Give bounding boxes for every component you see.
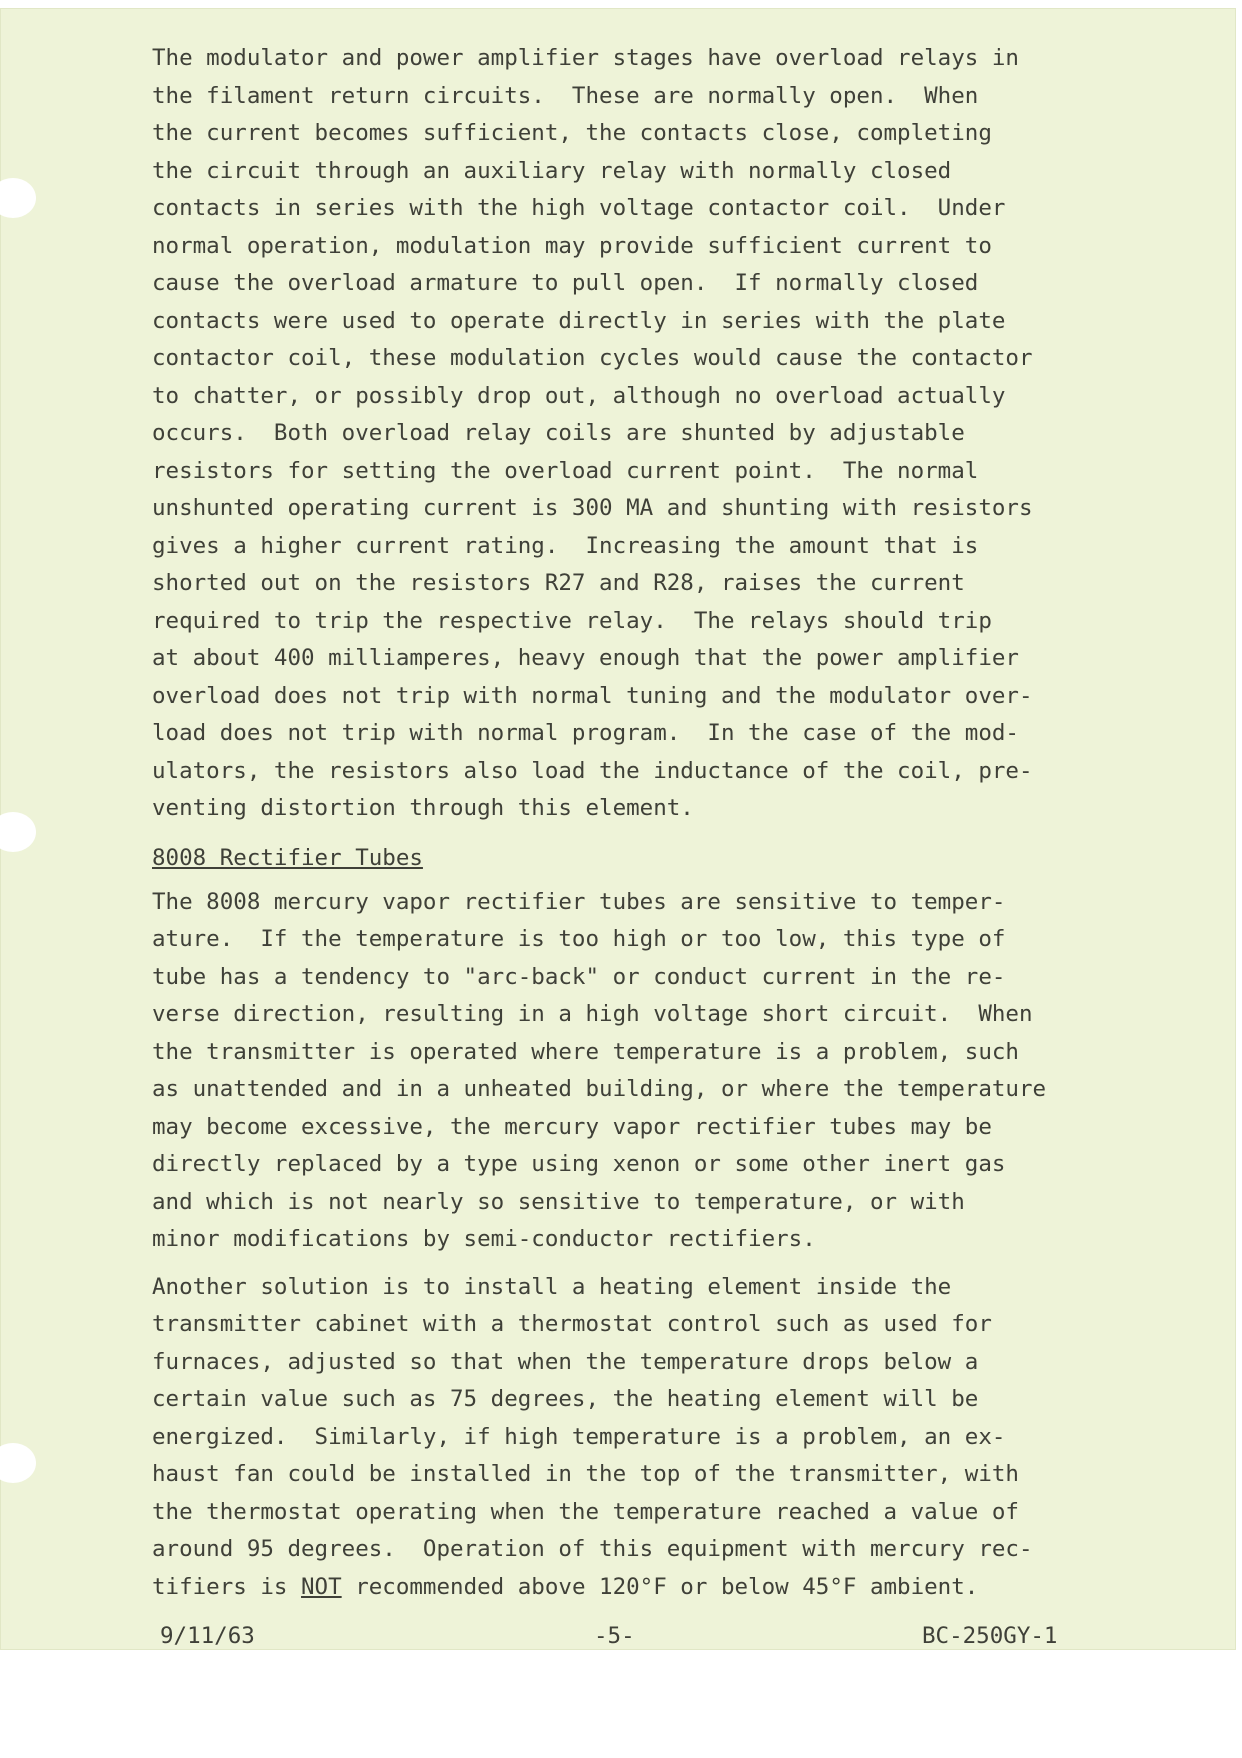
text-line: minor modifications by semi-conductor rectifiers. — [152, 1226, 816, 1252]
text-line: to chatter, or possibly drop out, although no overload actually — [152, 382, 1006, 409]
page-footer — [160, 1620, 1090, 1652]
text-line: The modulator and power amplifier stages have overload relays in — [152, 45, 1019, 71]
text-line — [152, 1569, 1172, 1607]
footer-date: 9/11/63 — [160, 1623, 255, 1649]
document-page — [0, 8, 1236, 1650]
text-line: tube has a tendency to "arc-back" or conduct current in the re- — [152, 963, 1006, 990]
paragraph-overload-relays — [152, 40, 1172, 828]
document-code: BC-250GY-1 — [922, 1623, 1058, 1649]
text-line: furnaces, adjusted so that when the temperature drops below a — [152, 1348, 979, 1375]
text-line: cause the overload armature to pull open. If normally closed — [152, 270, 979, 296]
text-line: ature. If the temperature is too high or too low, this type of — [152, 926, 1006, 952]
section-heading-text: 8008 Rectifier Tubes — [152, 844, 423, 871]
punch-hole — [0, 1443, 36, 1483]
text-line: and which is not nearly so sensitive to temperature, or with — [152, 1188, 965, 1215]
page-number: -5- — [594, 1623, 635, 1649]
text-line: unshunted operating current is 300 MA and shunting with resistors — [152, 495, 1033, 521]
text-line: ulators, the resistors also load the inductance of the coil, pre- — [152, 757, 1033, 784]
text-line: contactor coil, these modulation cycles would cause the contactor — [152, 345, 1033, 371]
text-line: around 95 degrees. Operation of this equipment with mercury rec- — [152, 1536, 1033, 1562]
text-fragment: tifiers is — [152, 1573, 302, 1600]
text-line: transmitter cabinet with a thermostat control such as used for — [152, 1311, 992, 1337]
emphasis-not: NOT — [301, 1573, 342, 1600]
text-line: the current becomes sufficient, the contacts close, completing — [152, 120, 992, 146]
text-line: normal operation, modulation may provide sufficient current to — [152, 232, 992, 259]
text-line: Another solution is to install a heating element inside the — [152, 1273, 952, 1300]
body-text — [152, 40, 1172, 1606]
text-line: verse direction, resulting in a high voltage short circuit. When — [152, 1001, 1033, 1027]
paragraph-rectifier-tubes — [152, 884, 1172, 1259]
text-line: contacts in series with the high voltage contactor coil. Under — [152, 195, 1006, 221]
section-heading — [152, 840, 1172, 876]
punch-hole — [0, 178, 36, 218]
text-line: as unattended and in a unheated building, or where the temperature — [152, 1076, 1047, 1102]
text-line: energized. Similarly, if high temperature is a problem, an ex- — [152, 1423, 1006, 1450]
text-line: at about 400 milliamperes, heavy enough that the power amplifier — [152, 645, 1019, 671]
text-line: venting distortion through this element. — [152, 795, 694, 821]
text-line: contacts were used to operate directly in series with the plate — [152, 307, 1006, 334]
text-line: haust fan could be installed in the top of the transmitter, with — [152, 1461, 1019, 1487]
paragraph-heating-element — [152, 1269, 1172, 1607]
text-fragment: recommended above 120°F or below 45°F ambient. — [341, 1573, 979, 1600]
text-line: overload does not trip with normal tuning and the modulator over- — [152, 682, 1033, 709]
text-line: the transmitter is operated where temperature is a problem, such — [152, 1038, 1019, 1065]
text-line: occurs. Both overload relay coils are shunted by adjustable — [152, 420, 965, 446]
text-line: the circuit through an auxiliary relay with normally closed — [152, 157, 952, 184]
text-line: may become excessive, the mercury vapor rectifier tubes may be — [152, 1113, 992, 1140]
text-line: load does not trip with normal program. In the case of the mod- — [152, 720, 1019, 746]
text-line: resistors for setting the overload current point. The normal — [152, 457, 979, 484]
text-line: the filament return circuits. These are normally open. When — [152, 82, 979, 109]
text-line: The 8008 mercury vapor rectifier tubes are sensitive to temper- — [152, 888, 1006, 915]
text-line: required to trip the respective relay. The relays should trip — [152, 607, 992, 634]
text-line: directly replaced by a type using xenon or some other inert gas — [152, 1151, 1006, 1177]
punch-hole — [0, 812, 36, 852]
text-line: the thermostat operating when the temperature reached a value of — [152, 1498, 1019, 1525]
text-line: gives a higher current rating. Increasing the amount that is — [152, 532, 979, 559]
text-line: shorted out on the resistors R27 and R28, raises the current — [152, 570, 965, 596]
text-line: certain value such as 75 degrees, the heating element will be — [152, 1386, 979, 1412]
